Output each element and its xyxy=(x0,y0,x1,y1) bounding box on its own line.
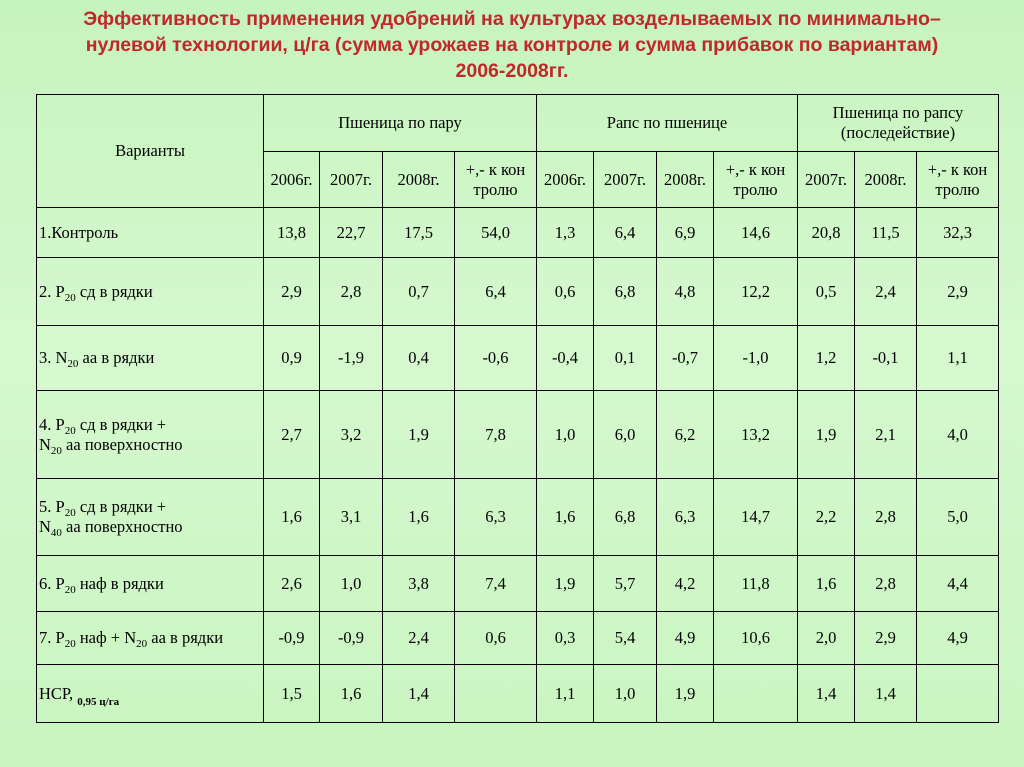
table-cell: 22,7 xyxy=(320,208,383,258)
table-cell: 4,2 xyxy=(657,556,714,612)
table-cell: 2,9 xyxy=(264,258,320,326)
table-row xyxy=(37,391,999,479)
variants-header: Варианты xyxy=(37,95,264,208)
title-line-3: 2006-2008гг. xyxy=(455,60,569,82)
table-cell: -1,0 xyxy=(714,326,798,391)
table-cell: 1,0 xyxy=(320,556,383,612)
table-cell: 0,6 xyxy=(455,612,537,665)
table-cell: 0,5 xyxy=(798,258,855,326)
group-wheat-rape xyxy=(798,95,999,152)
table-cell: 1,5 xyxy=(264,665,320,723)
row-label: 5. $Р_{20}$ сд в рядки + $N_{40}$ аа поверхностно xyxy=(37,479,264,556)
page-title xyxy=(10,6,1014,84)
table-cell: 14,7 xyxy=(714,479,798,556)
table-cell: 4,9 xyxy=(917,612,999,665)
table-cell: 13,2 xyxy=(714,391,798,479)
group-wheat-fallow: Пшеница по пару xyxy=(264,95,537,152)
vs-control-a-line2: тролю xyxy=(473,179,518,199)
row-label: 2. $Р_{20}$ сд в рядки xyxy=(37,258,264,326)
row-label: 6. $Р_{20}$ наф в рядки xyxy=(37,556,264,612)
table-row xyxy=(37,612,999,665)
table-cell: 6,4 xyxy=(594,208,657,258)
year-2008-a: 2008г. xyxy=(383,152,455,208)
table-cell: -0,9 xyxy=(264,612,320,665)
table-cell: 4,0 xyxy=(917,391,999,479)
table-cell: 2,9 xyxy=(855,612,917,665)
table-cell: 5,0 xyxy=(917,479,999,556)
table-cell: 20,8 xyxy=(798,208,855,258)
table-cell: 2,0 xyxy=(798,612,855,665)
table-cell: -0,1 xyxy=(855,326,917,391)
table-cell: 5,4 xyxy=(594,612,657,665)
table-cell: 0,1 xyxy=(594,326,657,391)
row-label: 3. $N_{20}$ аа в рядки xyxy=(37,326,264,391)
table-cell: 54,0 xyxy=(455,208,537,258)
group-rape-wheat: Рапс по пшенице xyxy=(537,95,798,152)
table-cell: 1,9 xyxy=(798,391,855,479)
table-cell: -0,7 xyxy=(657,326,714,391)
table-cell: 6,8 xyxy=(594,258,657,326)
vs-control-b xyxy=(714,152,798,208)
vs-control-c-line1: +,- к кон xyxy=(927,159,988,179)
table-cell: 5,7 xyxy=(594,556,657,612)
table-cell: 2,8 xyxy=(855,556,917,612)
table-cell: 2,9 xyxy=(917,258,999,326)
vs-control-c xyxy=(917,152,999,208)
table-cell: 6,8 xyxy=(594,479,657,556)
table-cell: 3,2 xyxy=(320,391,383,479)
table-row xyxy=(37,208,999,258)
table-cell: 10,6 xyxy=(714,612,798,665)
table-cell: 2,7 xyxy=(264,391,320,479)
vs-control-b-line1: +,- к кон xyxy=(725,159,786,179)
year-2006-b: 2006г. xyxy=(537,152,594,208)
row-label: 7. $Р_{20}$ наф + $N_{20}$ аа в рядки xyxy=(37,612,264,665)
table-cell: 1,6 xyxy=(264,479,320,556)
table-row xyxy=(37,326,999,391)
vs-control-a-line1: +,- к кон xyxy=(465,159,526,179)
table-cell: 6,3 xyxy=(455,479,537,556)
table-cell: 4,8 xyxy=(657,258,714,326)
fertilizer-efficiency-table xyxy=(36,94,999,723)
table-cell: 0,6 xyxy=(537,258,594,326)
table-row xyxy=(37,258,999,326)
table-cell: 1,0 xyxy=(537,391,594,479)
vs-control-c-line2: тролю xyxy=(935,179,980,199)
year-2008-b: 2008г. xyxy=(657,152,714,208)
table-cell: 1,1 xyxy=(917,326,999,391)
table-cell: -1,9 xyxy=(320,326,383,391)
table-cell: 1,4 xyxy=(855,665,917,723)
vs-control-b-line2: тролю xyxy=(733,179,778,199)
table-cell: 12,2 xyxy=(714,258,798,326)
table-cell: 0,7 xyxy=(383,258,455,326)
table-cell: 32,3 xyxy=(917,208,999,258)
table-cell: 1,9 xyxy=(657,665,714,723)
group-wheat-rape-line1: Пшеница по рапсу xyxy=(832,103,964,122)
title-line-2: нулевой технологии, ц/га (сумма урожаев на контроле и сумма прибавок по вариантам) xyxy=(85,34,939,56)
table-cell: 2,8 xyxy=(320,258,383,326)
table-cell: -0,4 xyxy=(537,326,594,391)
table-cell: 1,4 xyxy=(798,665,855,723)
table-cell: 0,3 xyxy=(537,612,594,665)
table-cell: 2,6 xyxy=(264,556,320,612)
year-2007-b: 2007г. xyxy=(594,152,657,208)
table-cell: 1,6 xyxy=(383,479,455,556)
table-cell: 0,9 xyxy=(264,326,320,391)
table-cell: 1,6 xyxy=(320,665,383,723)
table-cell: 1,9 xyxy=(537,556,594,612)
table-cell: 2,1 xyxy=(855,391,917,479)
table-cell: 7,4 xyxy=(455,556,537,612)
table-cell xyxy=(455,665,537,723)
vs-control-a xyxy=(455,152,537,208)
year-2006-a: 2006г. xyxy=(264,152,320,208)
table-cell: 14,6 xyxy=(714,208,798,258)
year-2007-a: 2007г. xyxy=(320,152,383,208)
table-cell: 0,4 xyxy=(383,326,455,391)
table-cell: 3,1 xyxy=(320,479,383,556)
table-cell xyxy=(917,665,999,723)
group-wheat-rape-line2: (последействие) xyxy=(840,123,956,142)
table-cell: 1,9 xyxy=(383,391,455,479)
table-cell: 1,2 xyxy=(798,326,855,391)
table-cell: 2,2 xyxy=(798,479,855,556)
table-row xyxy=(37,556,999,612)
table-cell: 6,9 xyxy=(657,208,714,258)
table-cell: 1,1 xyxy=(537,665,594,723)
table-cell: 6,0 xyxy=(594,391,657,479)
table-cell: 6,2 xyxy=(657,391,714,479)
table-row xyxy=(37,665,999,723)
table-cell: 1,0 xyxy=(594,665,657,723)
table-cell: -0,6 xyxy=(455,326,537,391)
title-line-1: Эффективность применения удобрений на культурах возделываемых по минимально– xyxy=(83,8,941,30)
table-cell: 4,4 xyxy=(917,556,999,612)
row-label: 1.Контроль xyxy=(37,208,264,258)
table-cell: 2,4 xyxy=(855,258,917,326)
table-cell: 1,4 xyxy=(383,665,455,723)
table-cell: 1,3 xyxy=(537,208,594,258)
table-cell xyxy=(714,665,798,723)
table-cell: 11,5 xyxy=(855,208,917,258)
table-cell: 17,5 xyxy=(383,208,455,258)
year-2008-c: 2008г. xyxy=(855,152,917,208)
table-cell: 6,4 xyxy=(455,258,537,326)
table-cell: 6,3 xyxy=(657,479,714,556)
table-cell: 3,8 xyxy=(383,556,455,612)
table-cell: 2,8 xyxy=(855,479,917,556)
table-header-row-groups xyxy=(37,95,999,152)
table-cell: 1,6 xyxy=(798,556,855,612)
table-cell: -0,9 xyxy=(320,612,383,665)
table-cell: 13,8 xyxy=(264,208,320,258)
row-label: 4. $Р_{20}$ сд в рядки + $N_{20}$ аа поверхностно xyxy=(37,391,264,479)
year-2007-c: 2007г. xyxy=(798,152,855,208)
table-cell: 4,9 xyxy=(657,612,714,665)
table-row xyxy=(37,479,999,556)
table-cell: 2,4 xyxy=(383,612,455,665)
table-cell: 7,8 xyxy=(455,391,537,479)
table-cell: 1,6 xyxy=(537,479,594,556)
row-label: НСР, $_{0,95 ц/га}$ xyxy=(37,665,264,723)
table-cell: 11,8 xyxy=(714,556,798,612)
